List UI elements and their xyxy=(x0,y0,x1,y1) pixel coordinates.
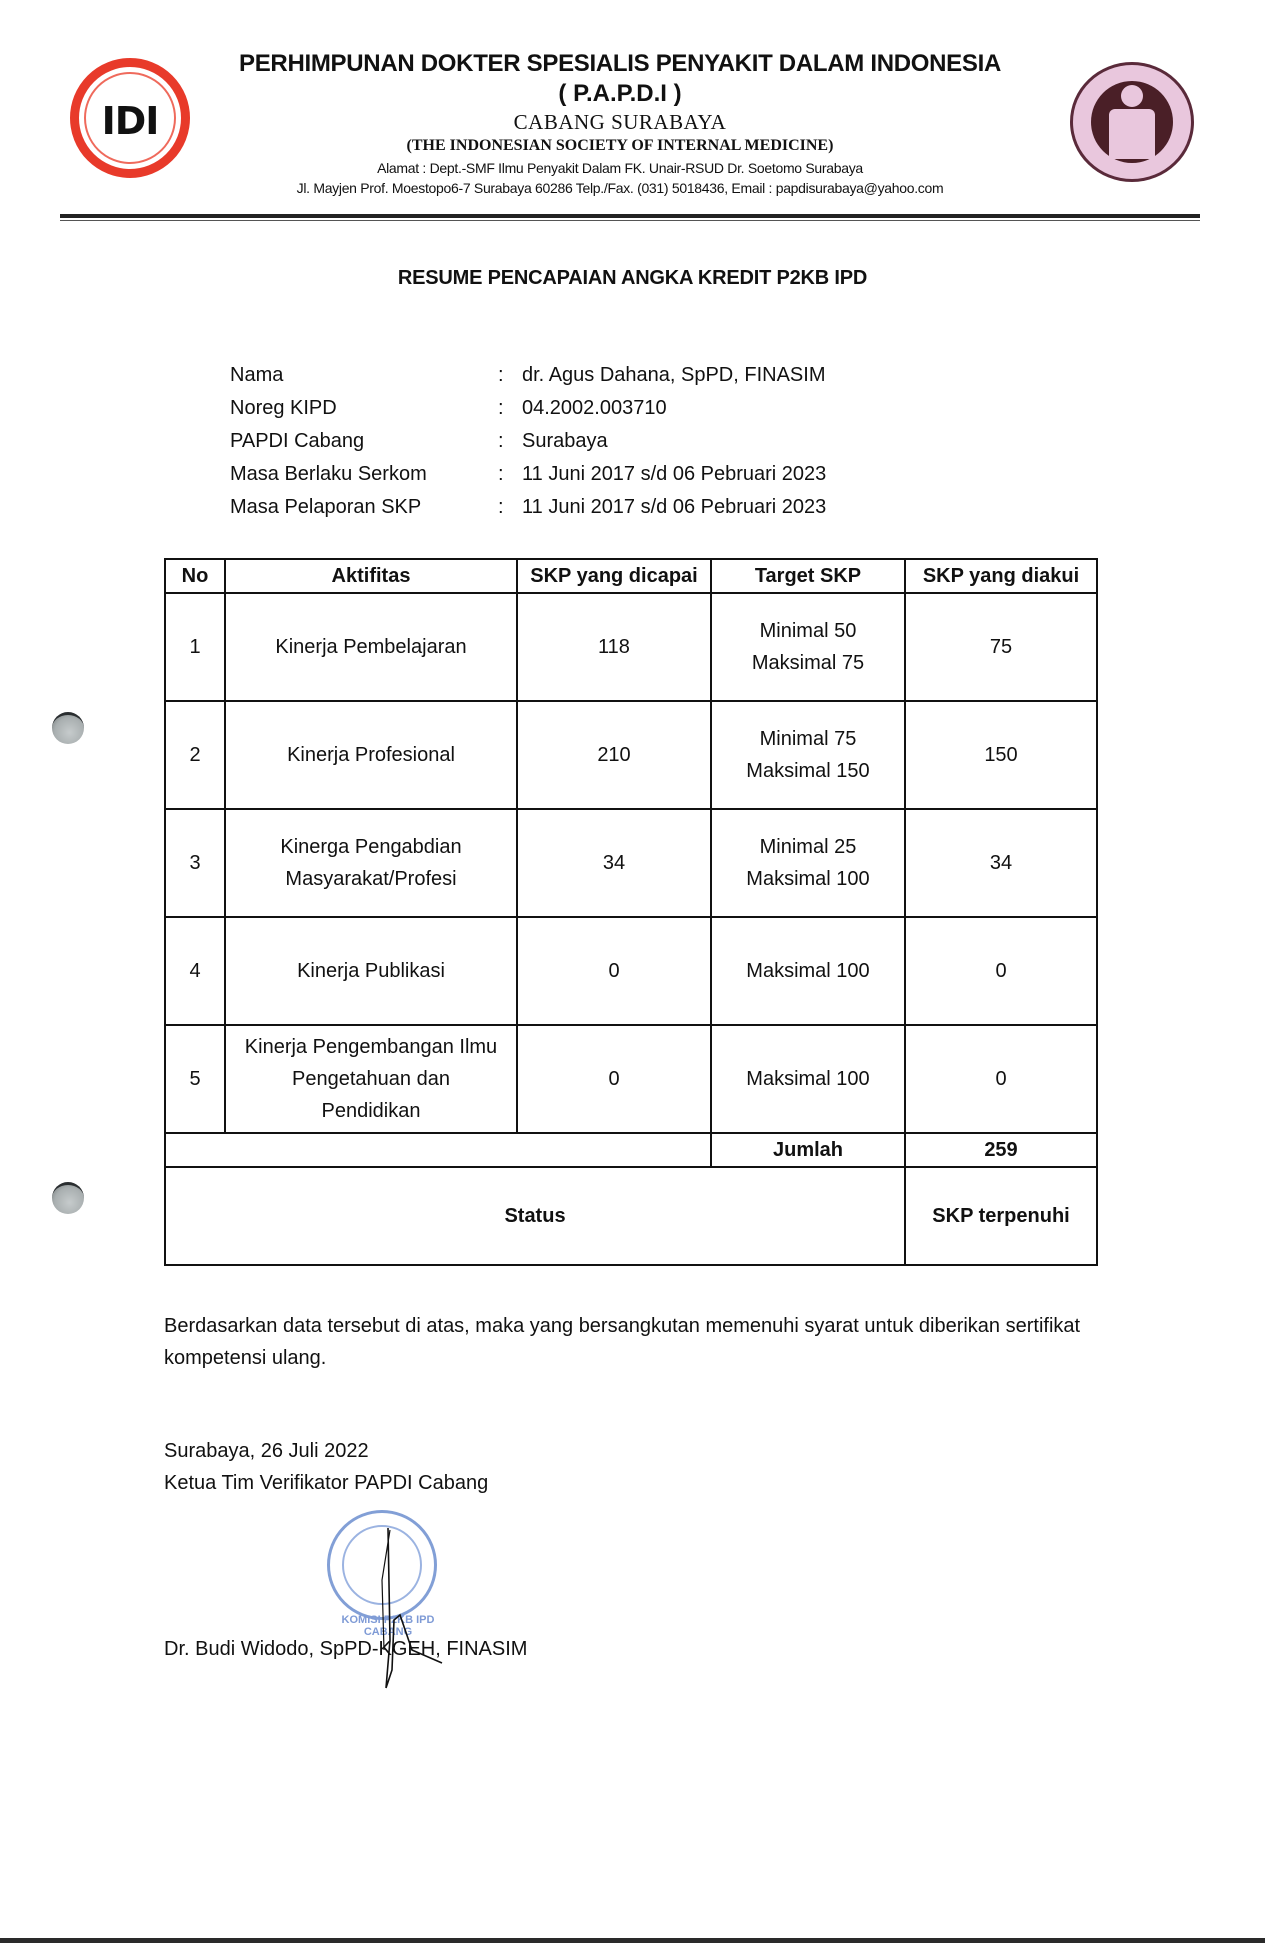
info-colon: : xyxy=(498,364,504,386)
info-label: Nama xyxy=(230,364,284,386)
cell-achieved: 0 xyxy=(517,917,711,1025)
target-max: Maksimal 100 xyxy=(746,1068,870,1090)
activity-line: Pendidikan xyxy=(321,1100,421,1122)
letterhead-rule-thin xyxy=(60,220,1200,221)
activity-line: Masyarakat/Profesi xyxy=(285,868,457,890)
table-row xyxy=(165,593,1097,701)
cell-achieved: 0 xyxy=(517,1025,711,1133)
cell-no: 2 xyxy=(165,701,225,809)
activity-line: Kinerja Profesional xyxy=(287,744,455,766)
header-target: Target SKP xyxy=(711,559,905,593)
english-name: (THE INDONESIAN SOCIETY OF INTERNAL MEDICINE) xyxy=(406,137,834,154)
info-label: Masa Berlaku Serkom xyxy=(230,463,427,485)
info-value: Surabaya xyxy=(522,430,608,452)
cell-no: 4 xyxy=(165,917,225,1025)
activity-line: Kinerja Publikasi xyxy=(297,960,445,982)
org-abbreviation: ( P.A.P.D.I ) xyxy=(558,80,682,107)
logo-monogram: IDI xyxy=(101,99,159,143)
address-line-1: Alamat : Dept.-SMF Ilmu Penyakit Dalam FK. Unair-RSUD Dr. Soetomo Surabaya xyxy=(377,160,863,176)
header-achieved: SKP yang dicapai xyxy=(517,559,711,593)
activity-line: Pengetahuan dan xyxy=(292,1068,450,1090)
cell-target xyxy=(711,809,905,917)
target-max: Maksimal 100 xyxy=(746,960,870,982)
target-max: Maksimal 100 xyxy=(746,868,870,890)
table-header xyxy=(165,559,1097,593)
papdi-seal-logo xyxy=(1070,62,1194,182)
info-label: Masa Pelaporan SKP xyxy=(230,496,422,518)
cell-activity xyxy=(225,1025,517,1133)
signer-name: Dr. Budi Widodo, SpPD-KGEH, FINASIM xyxy=(164,1638,528,1660)
cell-activity xyxy=(225,593,517,701)
punch-hole-top xyxy=(52,712,84,744)
info-colon: : xyxy=(498,463,504,485)
cell-no: 3 xyxy=(165,809,225,917)
info-value: 04.2002.003710 xyxy=(522,397,667,419)
table-row xyxy=(165,701,1097,809)
seal-figure-head xyxy=(1121,85,1143,107)
stamp-line-1: KOMISI P2KB IPD xyxy=(341,1614,435,1626)
activity-line: Kinerja Pengembangan Ilmu xyxy=(244,1036,498,1058)
document-title: RESUME PENCAPAIAN ANGKA KREDIT P2KB IPD xyxy=(397,267,868,289)
cell-activity xyxy=(225,701,517,809)
status-value: SKP terpenuhi xyxy=(905,1167,1097,1265)
total-value: 259 xyxy=(905,1133,1097,1167)
activity-line: Kinerja Pembelajaran xyxy=(275,636,467,658)
stamp-line-2: CABANG xyxy=(363,1626,413,1638)
conclusion-text: Berdasarkan data tersebut di atas, maka yang bersangkutan memenuhi syarat untuk diberikan sertifikat kompetensi ulang. xyxy=(164,1315,1081,1369)
activity-line: Kinerga Pengabdian xyxy=(280,836,462,858)
cell-target xyxy=(711,917,905,1025)
cell-achieved: 118 xyxy=(517,593,711,701)
cell-no: 5 xyxy=(165,1025,225,1133)
table-row xyxy=(165,917,1097,1025)
header-activity: Aktifitas xyxy=(225,559,517,593)
table-row xyxy=(165,809,1097,917)
cell-activity xyxy=(225,917,517,1025)
status-row xyxy=(165,1167,1097,1265)
scan-bottom-edge xyxy=(0,1938,1265,1943)
info-value: dr. Agus Dahana, SpPD, FINASIM xyxy=(522,364,826,386)
status-label: Status xyxy=(165,1167,905,1265)
idi-logo xyxy=(70,58,190,178)
target-max: Maksimal 75 xyxy=(751,652,865,674)
handwritten-signature xyxy=(360,1520,480,1700)
cell-recognized: 150 xyxy=(905,701,1097,809)
cell-achieved: 34 xyxy=(517,809,711,917)
org-name: PERHIMPUNAN DOKTER SPESIALIS PENYAKIT DALAM INDONESIA xyxy=(239,50,1001,77)
branch-name: CABANG SURABAYA xyxy=(513,110,727,134)
total-row xyxy=(165,1133,1097,1167)
info-label: PAPDI Cabang xyxy=(230,430,365,452)
place-date: Surabaya, 26 Juli 2022 xyxy=(164,1440,369,1462)
cell-target xyxy=(711,701,905,809)
info-value: 11 Juni 2017 s/d 06 Pebruari 2023 xyxy=(522,496,827,518)
signer-role: Ketua Tim Verifikator PAPDI Cabang xyxy=(164,1472,489,1494)
cell-target xyxy=(711,593,905,701)
cell-achieved: 210 xyxy=(517,701,711,809)
cell-target xyxy=(711,1025,905,1133)
target-max: Maksimal 150 xyxy=(746,760,870,782)
cell-no: 1 xyxy=(165,593,225,701)
header-no: No xyxy=(165,559,225,593)
skp-table xyxy=(164,558,1098,1266)
info-colon: : xyxy=(498,430,504,452)
target-min: Minimal 25 xyxy=(759,836,857,858)
header-recognized: SKP yang diakui xyxy=(905,559,1097,593)
cell-recognized: 0 xyxy=(905,1025,1097,1133)
info-label: Noreg KIPD xyxy=(230,397,337,419)
cell-recognized: 0 xyxy=(905,917,1097,1025)
cell-recognized: 34 xyxy=(905,809,1097,917)
table-row xyxy=(165,1025,1097,1133)
letterhead-rule xyxy=(60,214,1200,218)
cell-activity xyxy=(225,809,517,917)
info-value: 11 Juni 2017 s/d 06 Pebruari 2023 xyxy=(522,463,827,485)
info-colon: : xyxy=(498,397,504,419)
address-line-2: Jl. Mayjen Prof. Moestopo6-7 Surabaya 60286 Telp./Fax. (031) 5018436, Email : papdisurabaya@yahoo.com xyxy=(296,180,944,196)
cell-recognized: 75 xyxy=(905,593,1097,701)
target-min: Minimal 50 xyxy=(759,620,857,642)
seal-figure-body xyxy=(1109,109,1155,159)
total-empty-cell xyxy=(165,1133,711,1167)
info-colon: : xyxy=(498,496,504,518)
target-min: Minimal 75 xyxy=(759,728,857,750)
total-label: Jumlah xyxy=(711,1133,905,1167)
punch-hole-bottom xyxy=(52,1182,84,1214)
